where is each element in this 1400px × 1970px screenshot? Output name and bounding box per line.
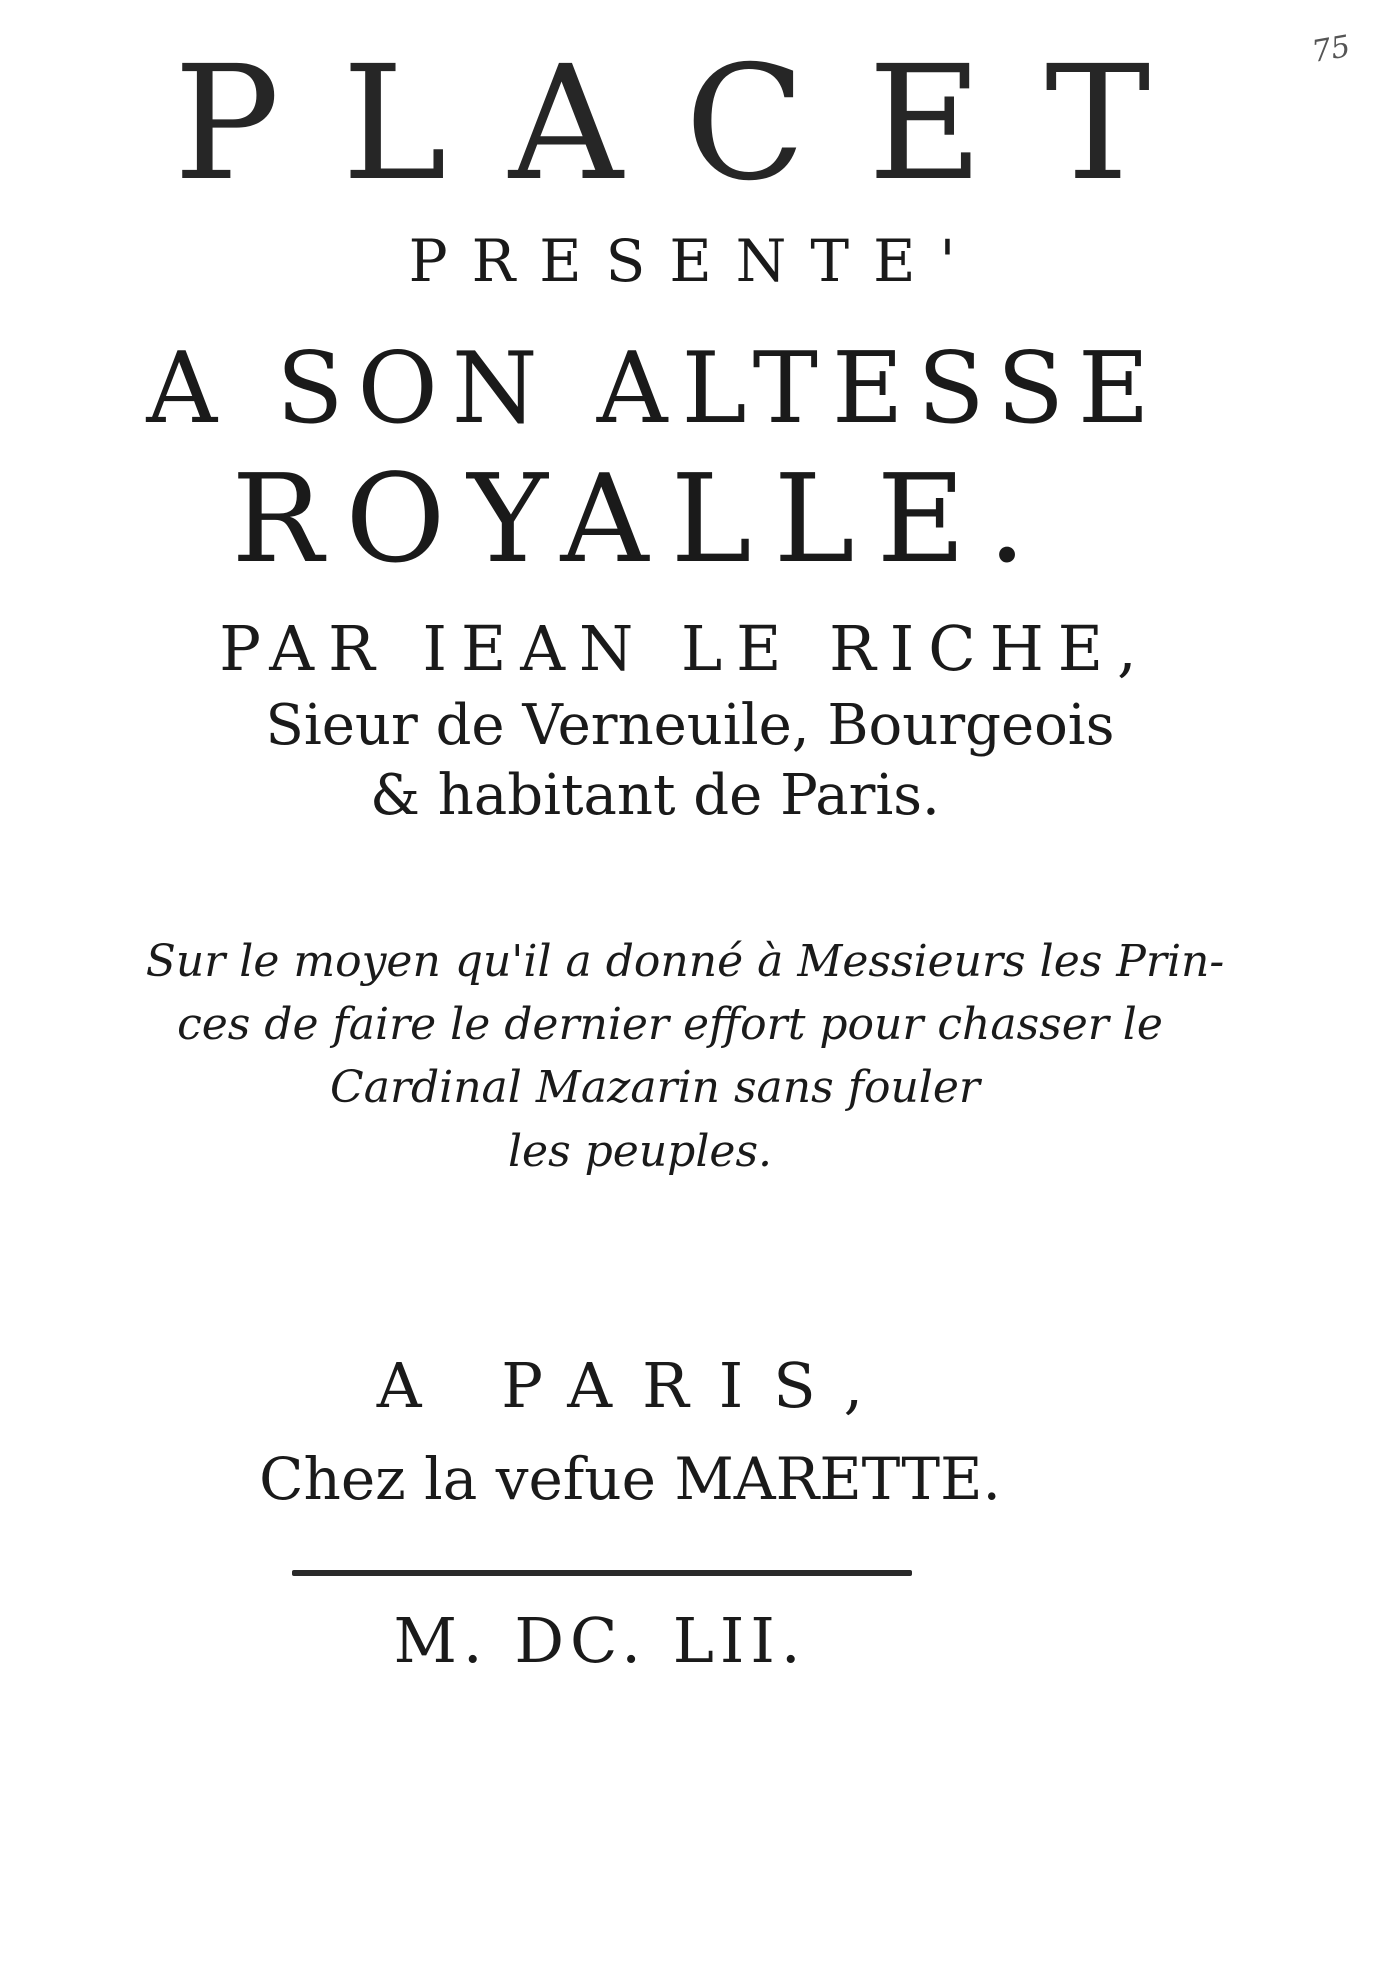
description-line: Sur le moyen qu'il a donné à Messieurs les Prin- (145, 936, 1225, 987)
description-line: les peuples. (507, 1126, 773, 1177)
description-line: ces de faire le dernier effort pour chasser le (177, 999, 1163, 1050)
dedication-line-2: ROYALLE. (231, 448, 1049, 590)
document-subtitle: PRESENTE' (408, 227, 980, 295)
author-title-line-1: Sieur de Verneuile, Bourgeois (265, 693, 1115, 758)
document-title: PLACET (173, 32, 1213, 216)
divider-rule (292, 1570, 912, 1576)
dedication-line-1: A SON ALTESSE (146, 332, 1164, 446)
author-line: PAR IEAN LE RICHE, (219, 612, 1151, 685)
folio-mark: 75 (1309, 28, 1353, 71)
imprint-city: A PARIS, (376, 1349, 894, 1422)
imprint-printer: Chez la vefue MARETTE. (259, 1445, 1001, 1513)
author-title-line-2: & habitant de Paris. (370, 763, 940, 828)
publication-year: M. DC. LII. (393, 1604, 807, 1677)
description-line: Cardinal Mazarin sans fouler (330, 1062, 980, 1113)
